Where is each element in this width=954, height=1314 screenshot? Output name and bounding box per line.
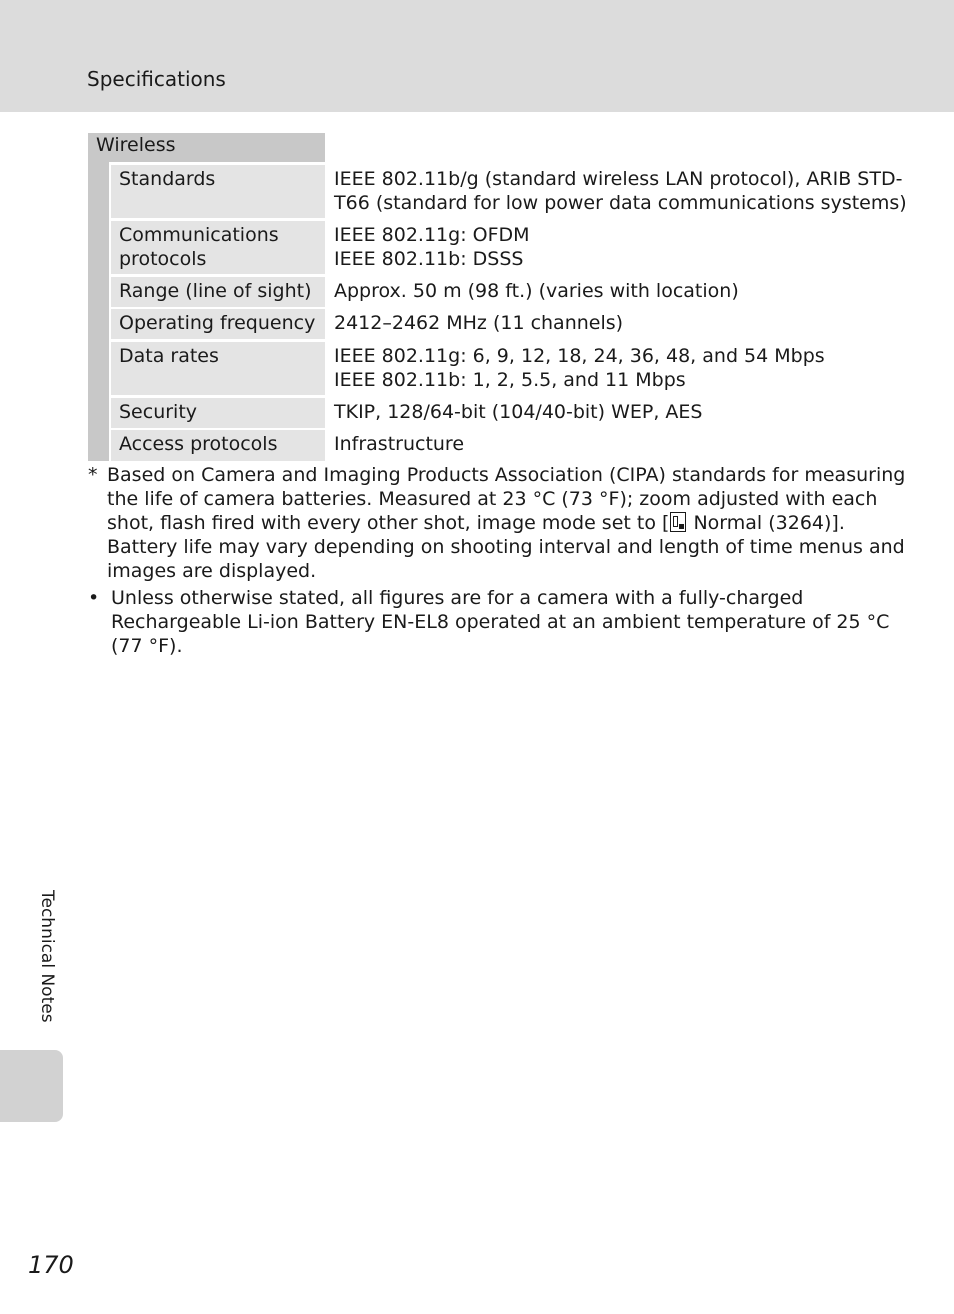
bullet-note-body [111,586,890,658]
spec-row-range [0,277,954,307]
spec-label: Range (line of sight) [119,280,312,302]
bullet-note-line: Rechargeable Li-ion Battery EN-EL8 operated at an ambient temperature of 25 °C [111,611,890,633]
spec-value-line: IEEE 802.11b: 1, 2, 5.5, and 11 Mbps [334,369,686,391]
spec-row-data-rates [0,342,954,395]
spec-label: Access protocols [119,433,278,455]
footnote-text: Normal (3264)]. [687,512,845,534]
spec-label: Operating frequency [119,312,316,334]
spec-row-communications-protocols [0,221,954,274]
wireless-group-label: Wireless [96,134,176,156]
spec-value-line: T66 (standard for low power data communications systems) [334,192,907,214]
spec-value-line: Approx. 50 m (98 ft.) (varies with location) [334,280,739,302]
spec-row-access-protocols [0,430,954,461]
spec-label: Standards [119,168,216,190]
spec-value-line: 2412–2462 MHz (11 channels) [334,312,624,334]
spec-value [334,344,874,392]
spec-value [334,400,874,424]
footnote-line: Based on Camera and Imaging Products Association (CIPA) standards for measuring [107,464,906,486]
spec-row-operating-frequency [0,309,954,339]
footnote-line: the life of camera batteries. Measured at 23 °C (73 °F); zoom adjusted with each [107,488,878,510]
spec-label: Communications protocols [119,224,279,270]
spec-label-cell [111,430,325,461]
footnote-line: images are displayed. [107,560,317,582]
bullet-note-line: Unless otherwise stated, all figures are for a camera with a fully-charged [111,587,804,609]
side-section-tab [0,1050,63,1122]
wireless-group-header [88,133,325,162]
spec-label-cell [111,165,325,218]
spec-value-line: IEEE 802.11b: DSSS [334,248,524,270]
spec-value-line: IEEE 802.11b/g (standard wireless LAN protocol), ARIB STD- [334,168,903,190]
spec-value-line: Infrastructure [334,433,465,455]
spec-value [334,432,874,456]
spec-label: Security [119,401,198,423]
spec-value-line: IEEE 802.11g: OFDM [334,224,530,246]
side-section-text: Technical Notes [37,890,57,1023]
spec-label-cell [111,221,325,274]
footnote-body [107,463,906,583]
spec-value [334,311,874,335]
spec-value [334,223,874,271]
spec-row-standards [0,165,954,218]
spec-label-cell [111,342,325,395]
bullet-mark: • [88,587,100,609]
spec-label-cell [111,277,325,307]
spec-label-cell [111,309,325,339]
spec-value-line: TKIP, 128/64-bit (104/40-bit) WEP, AES [334,401,703,423]
footnote-text: shot, flash fired with every other shot, image mode set to [ [107,512,670,534]
spec-value [334,167,907,215]
spec-value-line: IEEE 802.11g: 6, 9, 12, 18, 24, 36, 48, and 54 Mbps [334,345,825,367]
spec-row-security [0,398,954,428]
page-section-title: Specifications [87,67,226,91]
spec-value [334,279,874,303]
spec-label-cell [111,398,325,428]
header-band [0,0,954,112]
page-number: 170 [28,1251,74,1279]
image-mode-normal-icon [670,512,686,532]
footnote-line: Battery life may vary depending on shooting interval and length of time menus and [107,536,905,558]
footnote-line [107,511,877,535]
bullet-note-line: (77 °F). [111,635,183,657]
spec-label: Data rates [119,345,219,367]
side-section-label [36,890,60,1040]
asterisk-mark: * [88,464,98,486]
